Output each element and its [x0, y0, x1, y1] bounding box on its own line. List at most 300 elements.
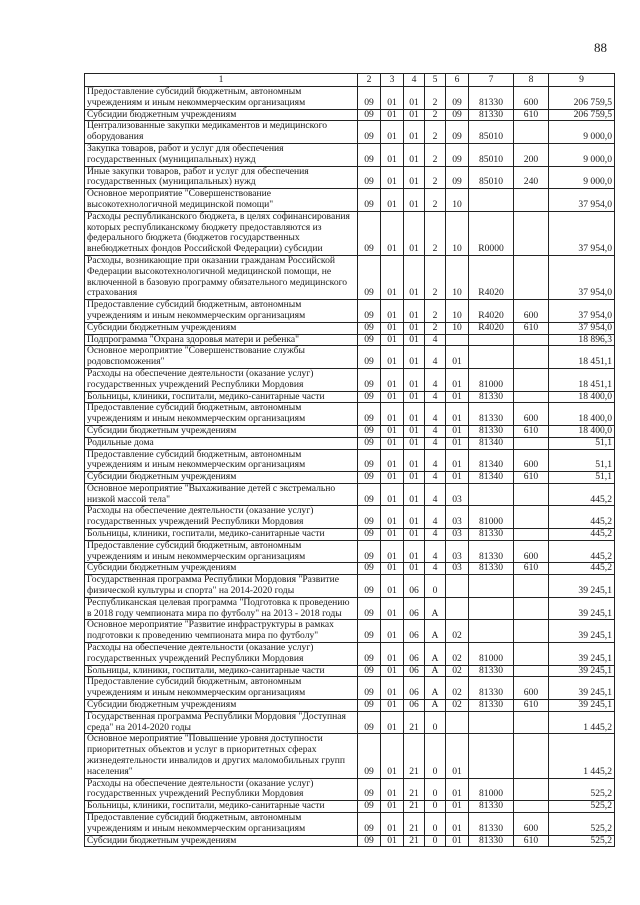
row-name: Основное мероприятие "Повышение уровня доступности приоритетных объектов и услуг в приоритетных сферах жизнедеятельности инвалидов и других маломобильных групп населения": [85, 734, 358, 778]
code-cell: 09: [358, 677, 381, 700]
code-cell: 02: [446, 677, 469, 700]
code-cell: 610: [514, 835, 549, 847]
code-cell: 21: [404, 835, 425, 847]
code-cell: 01: [381, 143, 404, 166]
code-cell: 01: [404, 540, 425, 563]
code-cell: 09: [446, 143, 469, 166]
code-cell: 0: [425, 835, 446, 847]
amount-cell: 39 245,1: [549, 643, 615, 666]
amount-cell: 37 954,0: [549, 189, 615, 212]
code-cell: 81330: [469, 540, 514, 563]
table-row: [85, 255, 615, 299]
code-cell: [469, 734, 514, 778]
code-cell: [469, 334, 514, 346]
table-row: [85, 813, 615, 836]
table-row: [85, 835, 615, 847]
code-cell: [469, 597, 514, 620]
table-row: [85, 334, 615, 346]
code-cell: 4: [425, 334, 446, 346]
code-cell: 09: [358, 700, 381, 712]
row-name: Республиканская целевая программа "Подготовка к проведению в 2018 году чемпионата мира по футболу" на 2013 - 2018 годы: [85, 597, 358, 620]
code-cell: 09: [358, 711, 381, 734]
table-row: [85, 300, 615, 323]
code-cell: 09: [358, 472, 381, 484]
code-cell: 06: [404, 665, 425, 677]
code-cell: А: [425, 677, 446, 700]
row-name: Предоставление субсидий бюджетным, автономным учреждениям и иным некоммерческим организациям: [85, 87, 358, 110]
row-name: Субсидии бюджетным учреждениям: [85, 563, 358, 575]
code-cell: 09: [358, 121, 381, 144]
amount-cell: 18 896,3: [549, 334, 615, 346]
table-row: [85, 700, 615, 712]
amount-cell: 525,2: [549, 801, 615, 813]
code-cell: [514, 189, 549, 212]
row-name: Расходы на обеспечение деятельности (оказание услуг) государственных учреждений Республики Мордовия: [85, 368, 358, 391]
code-cell: 01: [381, 449, 404, 472]
table-row: [85, 677, 615, 700]
amount-cell: 37 954,0: [549, 211, 615, 255]
row-name: Предоставление субсидий бюджетным, автономным учреждениям и иным некоммерческим организациям: [85, 677, 358, 700]
code-cell: 01: [404, 472, 425, 484]
code-cell: 610: [514, 472, 549, 484]
amount-cell: 9 000,0: [549, 166, 615, 189]
code-cell: 81340: [469, 472, 514, 484]
code-cell: 01: [381, 778, 404, 801]
code-cell: 81330: [469, 87, 514, 110]
code-cell: 01: [404, 563, 425, 575]
code-cell: 01: [381, 346, 404, 369]
code-cell: 09: [446, 166, 469, 189]
code-cell: 2: [425, 211, 446, 255]
code-cell: 0: [425, 575, 446, 598]
table-row: [85, 143, 615, 166]
row-name: Субсидии бюджетным учреждениям: [85, 322, 358, 334]
code-cell: 03: [446, 506, 469, 529]
code-cell: А: [425, 665, 446, 677]
code-cell: 01: [446, 778, 469, 801]
code-cell: 09: [358, 166, 381, 189]
code-cell: 01: [381, 700, 404, 712]
code-cell: [469, 711, 514, 734]
code-cell: 81330: [469, 563, 514, 575]
code-cell: 06: [404, 620, 425, 643]
code-cell: 01: [381, 575, 404, 598]
code-cell: 01: [381, 643, 404, 666]
code-cell: [514, 620, 549, 643]
code-cell: 4: [425, 563, 446, 575]
row-name: Субсидии бюджетным учреждениям: [85, 700, 358, 712]
code-cell: 81330: [469, 700, 514, 712]
table-row: [85, 506, 615, 529]
table-row: [85, 711, 615, 734]
code-cell: 01: [381, 711, 404, 734]
row-name: Больницы, клиники, госпитали, медико-санитарные части: [85, 665, 358, 677]
column-header: 4: [404, 74, 425, 87]
code-cell: 01: [381, 300, 404, 323]
row-name: Больницы, клиники, госпитали, медико-санитарные части: [85, 801, 358, 813]
row-name: Основное мероприятие "Совершенствование службы родовспоможения": [85, 346, 358, 369]
code-cell: 01: [381, 835, 404, 847]
code-cell: 01: [404, 334, 425, 346]
code-cell: 610: [514, 322, 549, 334]
code-cell: 01: [381, 620, 404, 643]
code-cell: 09: [358, 425, 381, 437]
code-cell: [469, 575, 514, 598]
table-row: [85, 540, 615, 563]
row-name: Субсидии бюджетным учреждениям: [85, 472, 358, 484]
code-cell: 09: [358, 143, 381, 166]
code-cell: [446, 597, 469, 620]
amount-cell: 18 451,1: [549, 368, 615, 391]
table-row: [85, 597, 615, 620]
code-cell: 01: [404, 529, 425, 541]
code-cell: 610: [514, 563, 549, 575]
code-cell: 240: [514, 166, 549, 189]
table-row: [85, 189, 615, 212]
row-name: Больницы, клиники, госпитали, медико-санитарные части: [85, 391, 358, 403]
table-row: [85, 403, 615, 426]
code-cell: 01: [404, 189, 425, 212]
code-cell: [514, 255, 549, 299]
code-cell: R0000: [469, 211, 514, 255]
amount-cell: 37 954,0: [549, 322, 615, 334]
amount-cell: 1 445,2: [549, 711, 615, 734]
table-row: [85, 121, 615, 144]
code-cell: 01: [381, 597, 404, 620]
table-row: [85, 734, 615, 778]
code-cell: 01: [404, 109, 425, 121]
code-cell: [514, 801, 549, 813]
code-cell: 01: [446, 425, 469, 437]
code-cell: 01: [381, 391, 404, 403]
amount-cell: 445,2: [549, 563, 615, 575]
amount-cell: 18 451,1: [549, 346, 615, 369]
row-name: Основное мероприятие "Развитие инфраструктуры в рамках подготовки к проведению чемпионата мира по футболу": [85, 620, 358, 643]
code-cell: 03: [446, 540, 469, 563]
code-cell: 06: [404, 700, 425, 712]
code-cell: 01: [446, 437, 469, 449]
code-cell: 2: [425, 121, 446, 144]
code-cell: 01: [404, 368, 425, 391]
code-cell: 09: [358, 665, 381, 677]
code-cell: 01: [446, 472, 469, 484]
code-cell: А: [425, 620, 446, 643]
budget-table: [84, 73, 615, 847]
table-row: [85, 368, 615, 391]
amount-cell: 39 245,1: [549, 620, 615, 643]
code-cell: 21: [404, 734, 425, 778]
table-row: [85, 472, 615, 484]
code-cell: 09: [358, 87, 381, 110]
code-cell: 09: [358, 529, 381, 541]
code-cell: 09: [358, 189, 381, 212]
code-cell: [469, 189, 514, 212]
code-cell: 01: [381, 677, 404, 700]
code-cell: 600: [514, 300, 549, 323]
amount-cell: 445,2: [549, 506, 615, 529]
amount-cell: 18 400,0: [549, 403, 615, 426]
amount-cell: 39 245,1: [549, 575, 615, 598]
code-cell: 01: [404, 403, 425, 426]
code-cell: 01: [404, 391, 425, 403]
code-cell: 09: [358, 540, 381, 563]
column-header: 3: [381, 74, 404, 87]
table-row: [85, 437, 615, 449]
code-cell: 01: [404, 449, 425, 472]
code-cell: 01: [381, 166, 404, 189]
table-row: [85, 563, 615, 575]
code-cell: [469, 483, 514, 506]
code-cell: 81330: [469, 391, 514, 403]
code-cell: [514, 575, 549, 598]
code-cell: [446, 575, 469, 598]
row-name: Государственная программа Республики Мордовия "Развитие физической культуры и спорта" на 2014-2020 годы: [85, 575, 358, 598]
code-cell: 01: [381, 483, 404, 506]
code-cell: 02: [446, 700, 469, 712]
code-cell: [514, 529, 549, 541]
amount-cell: 525,2: [549, 813, 615, 836]
code-cell: 81330: [469, 665, 514, 677]
code-cell: 01: [404, 437, 425, 449]
code-cell: 0: [425, 801, 446, 813]
code-cell: 01: [381, 472, 404, 484]
code-cell: 81330: [469, 677, 514, 700]
code-cell: 01: [404, 346, 425, 369]
code-cell: 610: [514, 425, 549, 437]
code-cell: 81330: [469, 813, 514, 836]
code-cell: 09: [358, 300, 381, 323]
page-number: 88: [594, 40, 607, 55]
row-name: Расходы на обеспечение деятельности (оказание услуг) государственных учреждений Республики Мордовия: [85, 778, 358, 801]
code-cell: 4: [425, 346, 446, 369]
row-name: Государственная программа Республики Мордовия "Доступная среда" на 2014-2020 годы: [85, 711, 358, 734]
amount-cell: 18 400,0: [549, 391, 615, 403]
row-name: Предоставление субсидий бюджетным, автономным учреждениям и иным некоммерческим организациям: [85, 403, 358, 426]
code-cell: 09: [446, 121, 469, 144]
code-cell: 600: [514, 677, 549, 700]
code-cell: 85010: [469, 143, 514, 166]
code-cell: 610: [514, 109, 549, 121]
code-cell: 09: [358, 449, 381, 472]
code-cell: [514, 437, 549, 449]
code-cell: 2: [425, 109, 446, 121]
amount-cell: 51,1: [549, 472, 615, 484]
code-cell: 01: [404, 255, 425, 299]
code-cell: R4020: [469, 322, 514, 334]
table-row: [85, 322, 615, 334]
code-cell: 81000: [469, 368, 514, 391]
code-cell: 01: [381, 121, 404, 144]
row-name: Основное мероприятие "Совершенствование высокотехнологичной медицинской помощи": [85, 189, 358, 212]
code-cell: [469, 620, 514, 643]
code-cell: 09: [358, 211, 381, 255]
amount-cell: 51,1: [549, 437, 615, 449]
table-row: [85, 778, 615, 801]
code-cell: 01: [446, 346, 469, 369]
code-cell: R4020: [469, 300, 514, 323]
code-cell: [514, 643, 549, 666]
code-cell: 01: [381, 563, 404, 575]
code-cell: 01: [381, 189, 404, 212]
code-cell: 81330: [469, 425, 514, 437]
table-row: [85, 391, 615, 403]
code-cell: [514, 711, 549, 734]
amount-cell: 39 245,1: [549, 597, 615, 620]
code-cell: 81340: [469, 449, 514, 472]
code-cell: 09: [358, 437, 381, 449]
code-cell: 4: [425, 483, 446, 506]
column-header: 1: [85, 74, 358, 87]
code-cell: 03: [446, 563, 469, 575]
code-cell: 09: [358, 368, 381, 391]
code-cell: 01: [404, 322, 425, 334]
amount-cell: 1 445,2: [549, 734, 615, 778]
code-cell: 4: [425, 403, 446, 426]
code-cell: 01: [381, 425, 404, 437]
code-cell: 01: [404, 425, 425, 437]
code-cell: [514, 734, 549, 778]
code-cell: 600: [514, 813, 549, 836]
code-cell: 21: [404, 711, 425, 734]
row-name: Субсидии бюджетным учреждениям: [85, 835, 358, 847]
code-cell: 21: [404, 813, 425, 836]
code-cell: 01: [381, 437, 404, 449]
code-cell: 09: [358, 563, 381, 575]
code-cell: 01: [381, 529, 404, 541]
code-cell: 2: [425, 143, 446, 166]
table-row: [85, 211, 615, 255]
code-cell: 06: [404, 597, 425, 620]
code-cell: 09: [358, 813, 381, 836]
code-cell: 0: [425, 734, 446, 778]
row-name: Расходы республиканского бюджета, в целях софинансирования которых республиканскому бюджету предоставляются из федерального бюджета (бюджетов государственных внебюджетных фондов Российской Федерации) субсидии: [85, 211, 358, 255]
code-cell: 85010: [469, 121, 514, 144]
table-row: [85, 109, 615, 121]
code-cell: 01: [404, 483, 425, 506]
code-cell: 01: [404, 121, 425, 144]
amount-cell: 18 400,0: [549, 425, 615, 437]
row-name: Предоставление субсидий бюджетным, автономным учреждениям и иным некоммерческим организациям: [85, 540, 358, 563]
code-cell: 09: [358, 575, 381, 598]
table-row: [85, 166, 615, 189]
table-row: [85, 620, 615, 643]
code-cell: 4: [425, 437, 446, 449]
row-name: Основное мероприятие "Выхаживание детей с экстремально низкой массой тела": [85, 483, 358, 506]
code-cell: 4: [425, 449, 446, 472]
code-cell: 81330: [469, 835, 514, 847]
code-cell: 21: [404, 801, 425, 813]
code-cell: 4: [425, 540, 446, 563]
code-cell: [446, 334, 469, 346]
code-cell: 2: [425, 166, 446, 189]
code-cell: 01: [446, 403, 469, 426]
amount-cell: 39 245,1: [549, 700, 615, 712]
code-cell: 81000: [469, 506, 514, 529]
code-cell: 01: [381, 211, 404, 255]
amount-cell: 445,2: [549, 483, 615, 506]
amount-cell: 9 000,0: [549, 143, 615, 166]
table-row: [85, 529, 615, 541]
amount-cell: 206 759,5: [549, 87, 615, 110]
row-name: Расходы, возникающие при оказании гражданам Российской Федерации высокотехнологичной медицинской помощи, не включенной в базовую программу обязательного медицинского страхования: [85, 255, 358, 299]
code-cell: 06: [404, 643, 425, 666]
code-cell: 10: [446, 189, 469, 212]
code-cell: 10: [446, 322, 469, 334]
table-row: [85, 801, 615, 813]
code-cell: 01: [381, 109, 404, 121]
code-cell: 01: [446, 449, 469, 472]
code-cell: [514, 334, 549, 346]
column-header: 2: [358, 74, 381, 87]
code-cell: 02: [446, 620, 469, 643]
code-cell: 81000: [469, 778, 514, 801]
code-cell: 01: [381, 801, 404, 813]
code-cell: 0: [425, 813, 446, 836]
code-cell: 01: [404, 506, 425, 529]
code-cell: 01: [381, 368, 404, 391]
code-cell: 4: [425, 506, 446, 529]
code-cell: 2: [425, 300, 446, 323]
code-cell: [514, 483, 549, 506]
code-cell: А: [425, 700, 446, 712]
row-name: Субсидии бюджетным учреждениям: [85, 425, 358, 437]
row-name: Подпрограмма "Охрана здоровья матери и ребенка": [85, 334, 358, 346]
row-name: Закупка товаров, работ и услуг для обеспечения государственных (муниципальных) нужд: [85, 143, 358, 166]
code-cell: 2: [425, 322, 446, 334]
code-cell: [514, 346, 549, 369]
row-name: Расходы на обеспечение деятельности (оказание услуг) государственных учреждений Республики Мордовия: [85, 643, 358, 666]
table-row: [85, 665, 615, 677]
code-cell: 02: [446, 665, 469, 677]
code-cell: 09: [358, 483, 381, 506]
code-cell: 600: [514, 449, 549, 472]
code-cell: 600: [514, 540, 549, 563]
code-cell: 81340: [469, 437, 514, 449]
code-cell: 09: [446, 87, 469, 110]
code-cell: 0: [425, 711, 446, 734]
code-cell: 4: [425, 391, 446, 403]
code-cell: 01: [381, 540, 404, 563]
code-cell: 01: [404, 166, 425, 189]
code-cell: [469, 346, 514, 369]
code-cell: [514, 778, 549, 801]
code-cell: 81330: [469, 529, 514, 541]
table-body: [85, 87, 615, 847]
code-cell: 01: [381, 255, 404, 299]
code-cell: 01: [381, 665, 404, 677]
row-name: Иные закупки товаров, работ и услуг для обеспечения государственных (муниципальных) нужд: [85, 166, 358, 189]
table-row: [85, 449, 615, 472]
code-cell: 81330: [469, 403, 514, 426]
code-cell: 610: [514, 700, 549, 712]
code-cell: [514, 597, 549, 620]
code-cell: 10: [446, 211, 469, 255]
code-cell: 09: [358, 391, 381, 403]
code-cell: 4: [425, 368, 446, 391]
code-cell: 01: [381, 813, 404, 836]
code-cell: 01: [381, 322, 404, 334]
code-cell: 09: [358, 801, 381, 813]
amount-cell: 51,1: [549, 449, 615, 472]
row-name: Субсидии бюджетным учреждениям: [85, 109, 358, 121]
row-name: Централизованные закупки медикаментов и медицинского оборудования: [85, 121, 358, 144]
code-cell: 09: [446, 109, 469, 121]
code-cell: 09: [358, 643, 381, 666]
column-header: 7: [469, 74, 514, 87]
code-cell: 85010: [469, 166, 514, 189]
row-name: Предоставление субсидий бюджетным, автономным учреждениям и иным некоммерческим организациям: [85, 300, 358, 323]
code-cell: [514, 368, 549, 391]
